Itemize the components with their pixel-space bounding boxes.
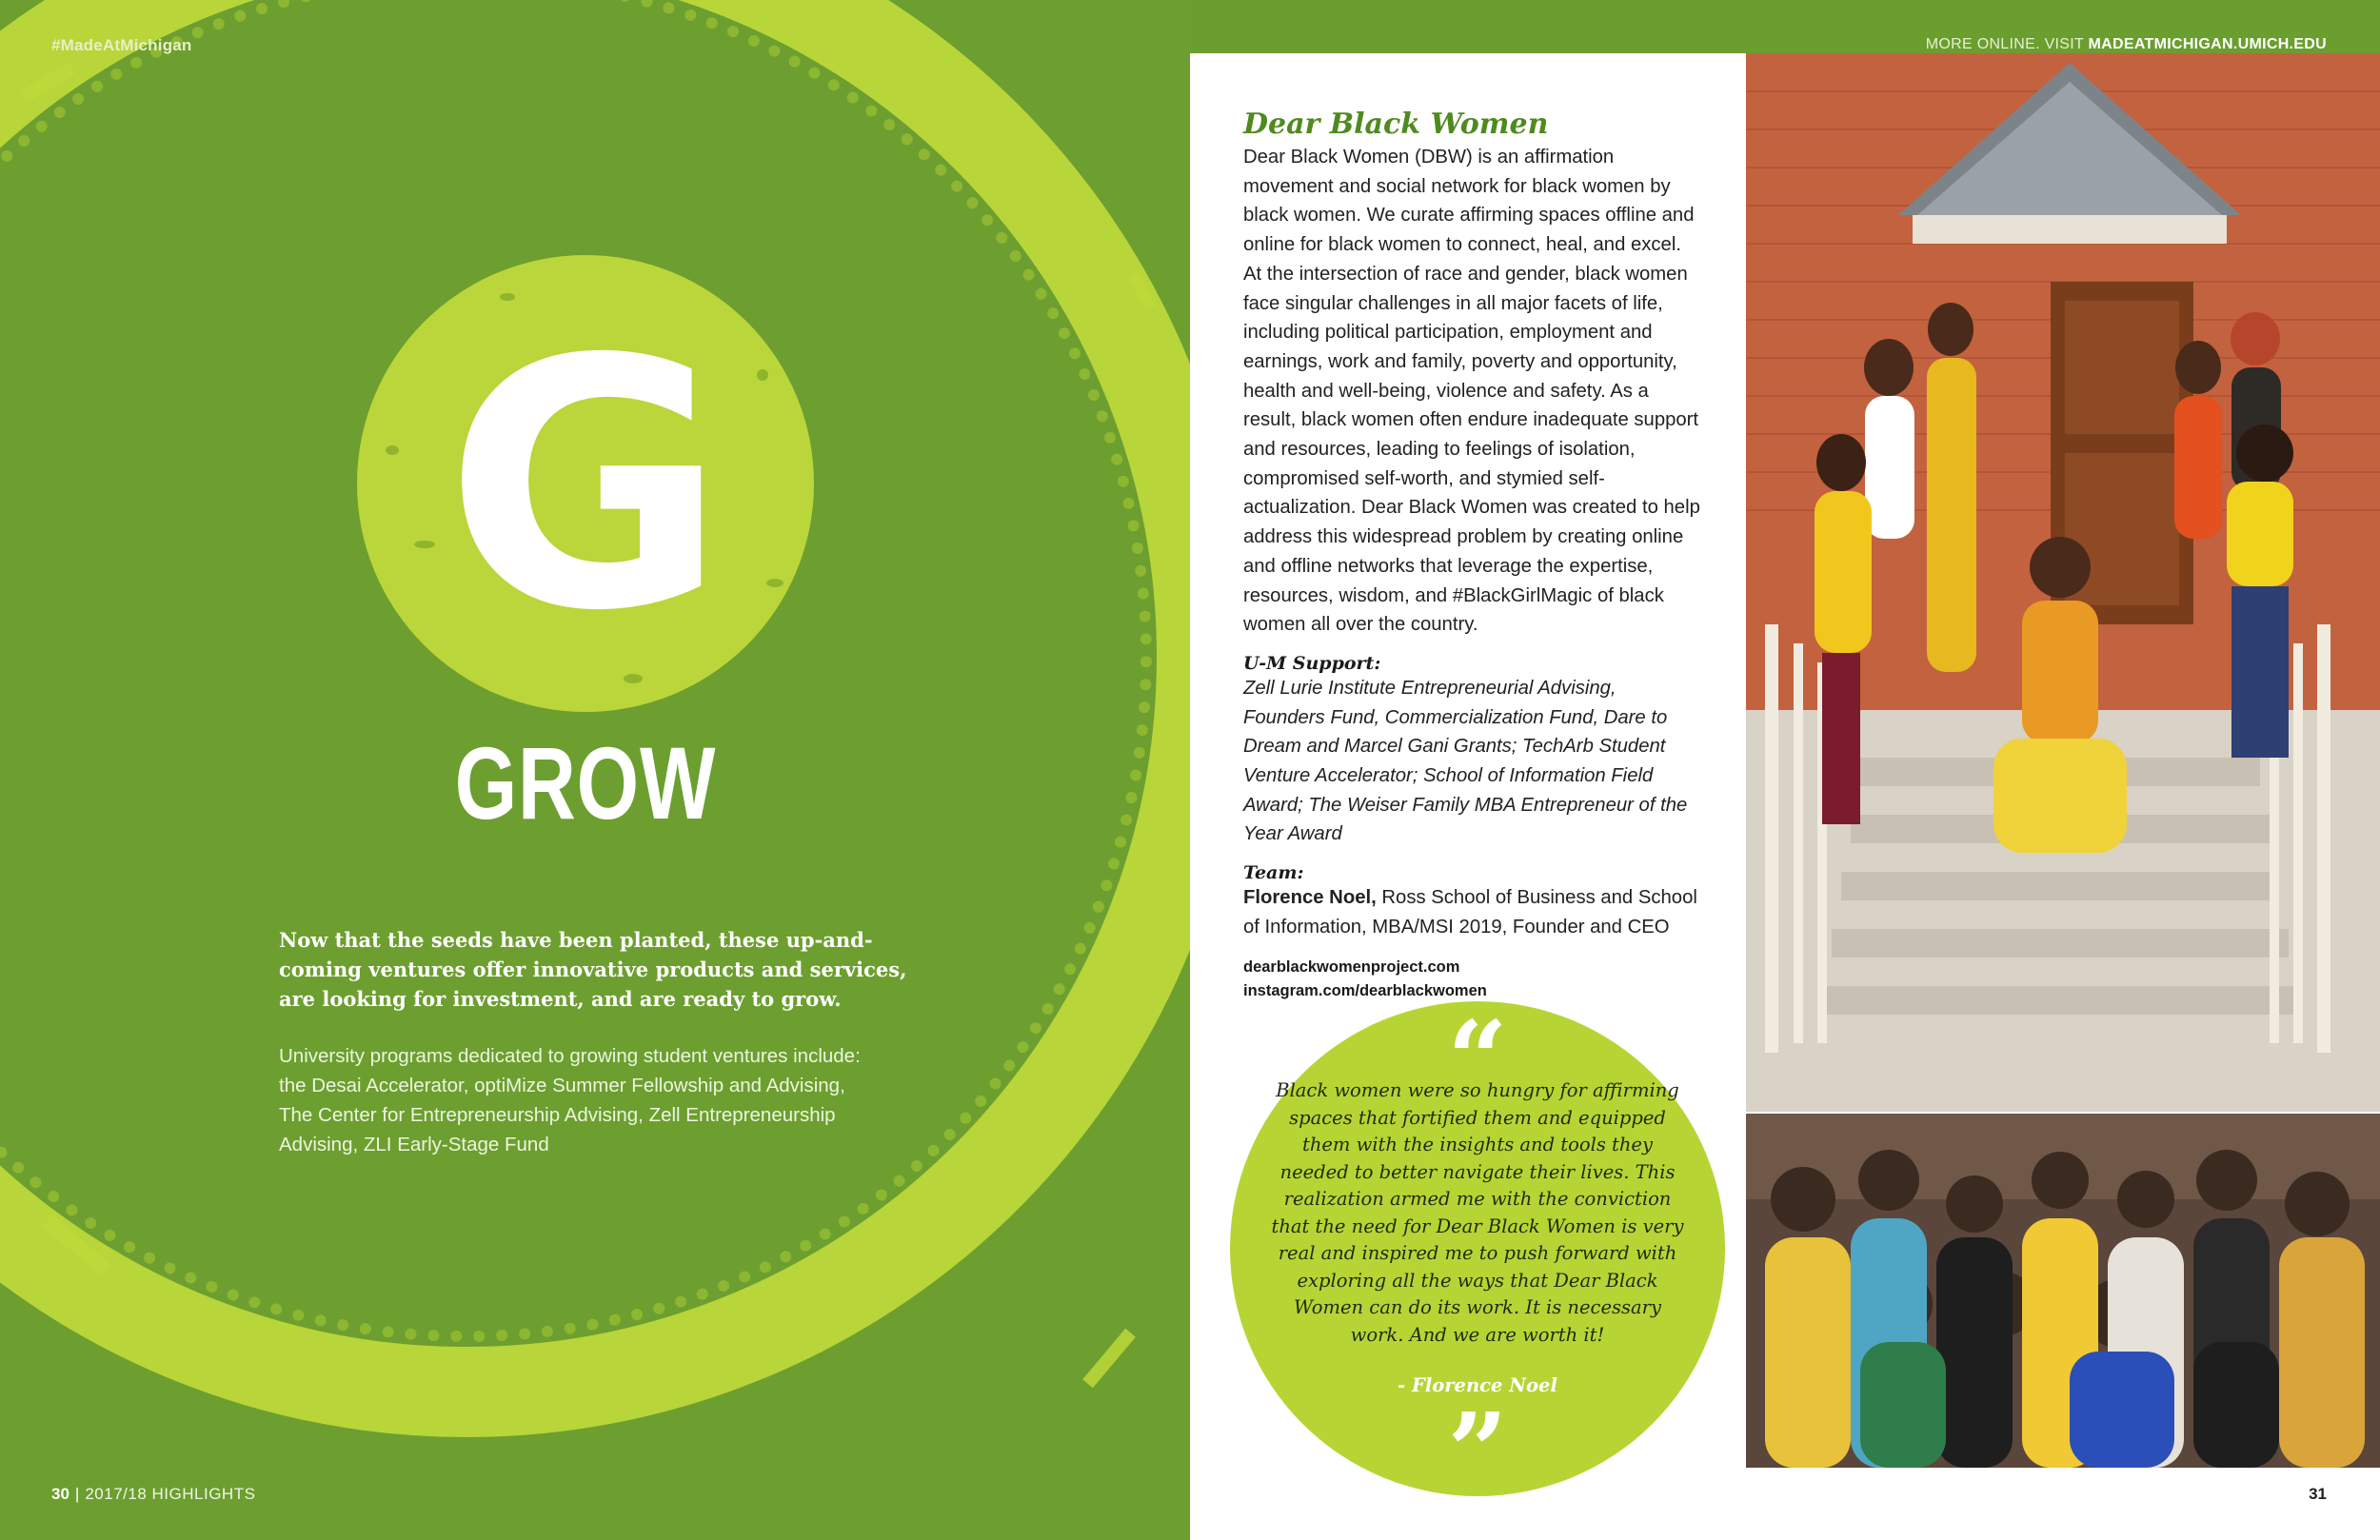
venture-links bbox=[1243, 956, 1700, 1003]
publication-name: 2017/18 HIGHLIGHTS bbox=[85, 1485, 256, 1503]
team-member-name: Florence Noel, bbox=[1243, 887, 1377, 909]
page-number: 30 bbox=[51, 1485, 69, 1503]
group-portrait-photo bbox=[1746, 1114, 2380, 1468]
instagram-link[interactable]: instagram.com/dearblackwomen bbox=[1243, 981, 1487, 999]
programs-text: University programs dedicated to growing student ventures include: the Desai Accelerator, optiMize Summer Fellowship and Advising, The Center for Entrepreneurship Advising, Zell Entrepreneurship Advising, ZLI Early-Stage Fund bbox=[279, 1045, 861, 1155]
more-online-prefix: MORE ONLINE. VISIT bbox=[1925, 36, 2084, 52]
badge-letter: G bbox=[445, 286, 726, 685]
right-page-number: 31 bbox=[2309, 1485, 2327, 1503]
right-page bbox=[1190, 0, 2380, 1540]
open-quote-mark: “ bbox=[1447, 997, 1508, 1120]
website-link[interactable]: dearblackwomenproject.com bbox=[1243, 958, 1460, 976]
porch-group-photo bbox=[1746, 53, 2380, 1112]
grunge-mark bbox=[1082, 1329, 1136, 1389]
hashtag: #MadeAtMichigan bbox=[51, 36, 192, 54]
venture-profile bbox=[1243, 107, 1700, 1003]
section-lead: Now that the seeds have been planted, these up-and-coming ventures offer innovative products and services, are looking for investment, and are ready to grow. bbox=[279, 928, 907, 1011]
team-text bbox=[1243, 883, 1700, 941]
more-online bbox=[1926, 36, 2327, 53]
team-label: Team: bbox=[1243, 862, 1304, 884]
support-label: U-M Support: bbox=[1243, 652, 1381, 674]
venture-description: Dear Black Women (DBW) is an affirmation movement and social network for black women by black women. We curate affirming spaces offline and online for black women to connect, heal, and excel. At the intersection of race and gender, black women face singular challenges in all major facets of life, including political participation, employment and earnings, work and family, poverty and opportunity, health and well-being, violence and safety. As a result, black women often endure inadequate support and resources, leading to feelings of isolation, compromised self-worth, and stymied self-actualization. Dear Black Women was created to help address this widespread problem by creating online and offline networks that leverage the expertise, resources, wisdom, and #BlackGirlMagic of black women all over the country. bbox=[1243, 147, 1700, 636]
venture-title: Dear Black Women bbox=[1243, 108, 1549, 141]
footer-separator: | bbox=[74, 1485, 80, 1503]
section-title: GROW bbox=[454, 725, 717, 840]
left-footer bbox=[51, 1485, 255, 1504]
more-online-link[interactable]: MADEATMICHIGAN.UMICH.EDU bbox=[2088, 36, 2327, 52]
close-quote-mark: ” bbox=[1447, 1390, 1508, 1512]
section-badge bbox=[357, 255, 814, 712]
pull-quote bbox=[1230, 997, 1725, 1512]
support-text: Zell Lurie Institute Entrepreneurial Advising, Founders Fund, Commercialization Fund, Dare to Dream and Marcel Gani Grants; TechArb Student Venture Accelerator; School of Information Field Award; The Weiser Family MBA Entrepreneur of the Year Award bbox=[1243, 677, 1688, 845]
group-photo-illustration bbox=[1746, 1114, 2380, 1468]
quote-text: Black women were so hungry for affirming spaces that fortified them and equipped them with the insights and tools they needed to better navigate their lives. This realization armed me with the conviction that the need for Dear Black Women is very real and inspired me to push forward with exploring all the ways that Dear Black Women can do its work. It is necessary work. And we are worth it! bbox=[1271, 1079, 1684, 1346]
team-member-role: Ross School of Business and School of Information, MBA/MSI 2019, Founder and CEO bbox=[1243, 887, 1697, 938]
quote-attribution: - Florence Noel bbox=[1398, 1374, 1557, 1396]
porch-photo-illustration bbox=[1746, 53, 2380, 1112]
